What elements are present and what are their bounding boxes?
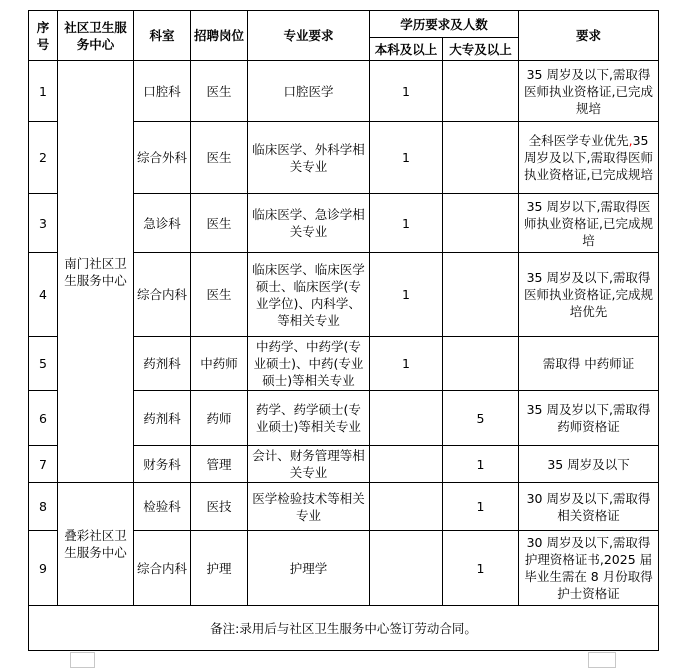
center-diecai: 叠彩社区卫生服务中心	[58, 483, 134, 606]
row-8-seq: 8	[29, 483, 58, 531]
header-major: 专业要求	[248, 11, 370, 61]
row-5-seq: 5	[29, 337, 58, 391]
row-3-college	[443, 194, 519, 253]
row-2-req-text: 全科医学专业优先	[528, 133, 629, 148]
row-6-seq: 6	[29, 391, 58, 446]
row-3-bachelor: 1	[370, 194, 443, 253]
row-1-seq: 1	[29, 61, 58, 122]
header-row-top	[29, 11, 659, 38]
row-2-req-text-cont: 35 周岁及以下,需取得医师执业资格证,已完成规培	[524, 133, 653, 182]
header-seq: 序号	[29, 11, 58, 61]
row-7-bachelor	[370, 446, 443, 483]
row-4-position: 医生	[191, 253, 248, 337]
row-9-major: 护理学	[248, 531, 370, 606]
table-row	[29, 61, 659, 122]
row-2-req	[519, 122, 659, 194]
cutoff-cell-stub-left	[70, 652, 95, 668]
row-9-req: 30 周岁及以下,需取得护理资格证书,2025 届毕业生需在 8 月份取得护士资格证	[519, 531, 659, 606]
row-7-college: 1	[443, 446, 519, 483]
row-2-major: 临床医学、外科学相关专业	[248, 122, 370, 194]
row-6-bachelor	[370, 391, 443, 446]
note-cell: 备注:录用后与社区卫生服务中心签订劳动合同。	[29, 606, 659, 651]
row-7-major: 会计、财务管理等相关专业	[248, 446, 370, 483]
row-8-dept: 检验科	[134, 483, 191, 531]
table-row	[29, 483, 659, 531]
row-9-bachelor	[370, 531, 443, 606]
row-3-dept: 急诊科	[134, 194, 191, 253]
row-6-dept: 药剂科	[134, 391, 191, 446]
row-1-dept: 口腔科	[134, 61, 191, 122]
row-3-seq: 3	[29, 194, 58, 253]
header-dept: 科室	[134, 11, 191, 61]
row-5-req: 需取得 中药师证	[519, 337, 659, 391]
row-5-position: 中药师	[191, 337, 248, 391]
row-2-position: 医生	[191, 122, 248, 194]
row-7-dept: 财务科	[134, 446, 191, 483]
row-2-req-red-comma: ,	[628, 133, 633, 148]
row-4-bachelor: 1	[370, 253, 443, 337]
row-1-major: 口腔医学	[248, 61, 370, 122]
row-3-req: 35 周岁以下,需取得医师执业资格证,已完成规培	[519, 194, 659, 253]
header-edu-group: 学历要求及人数	[370, 11, 519, 38]
row-8-major: 医学检验技术等相关专业	[248, 483, 370, 531]
header-college: 大专及以上	[443, 38, 519, 61]
row-6-major: 药学、药学硕士(专业硕士)等相关专业	[248, 391, 370, 446]
row-4-req: 35 周岁及以下,需取得医师执业资格证,完成规培优先	[519, 253, 659, 337]
row-3-major: 临床医学、急诊学相关专业	[248, 194, 370, 253]
row-6-req: 35 周及岁以下,需取得药师资格证	[519, 391, 659, 446]
row-7-req: 35 周岁及以下	[519, 446, 659, 483]
center-nanmen: 南门社区卫生服务中心	[58, 61, 134, 483]
row-8-bachelor	[370, 483, 443, 531]
row-1-college	[443, 61, 519, 122]
row-9-dept: 综合内科	[134, 531, 191, 606]
row-2-dept: 综合外科	[134, 122, 191, 194]
row-5-college	[443, 337, 519, 391]
row-7-position: 管理	[191, 446, 248, 483]
row-9-college: 1	[443, 531, 519, 606]
recruitment-table	[28, 10, 659, 651]
row-4-college	[443, 253, 519, 337]
row-4-major: 临床医学、临床医学硕士、临床医学(专业学位)、内科学、等相关专业	[248, 253, 370, 337]
header-bachelor: 本科及以上	[370, 38, 443, 61]
row-5-bachelor: 1	[370, 337, 443, 391]
row-8-college: 1	[443, 483, 519, 531]
row-1-bachelor: 1	[370, 61, 443, 122]
row-1-position: 医生	[191, 61, 248, 122]
row-1-req: 35 周岁及以下,需取得医师执业资格证,已完成规培	[519, 61, 659, 122]
row-8-req: 30 周岁及以下,需取得相关资格证	[519, 483, 659, 531]
row-6-position: 药师	[191, 391, 248, 446]
row-7-seq: 7	[29, 446, 58, 483]
row-9-seq: 9	[29, 531, 58, 606]
row-5-major: 中药学、中药学(专业硕士)、中药(专业硕士)等相关专业	[248, 337, 370, 391]
row-4-dept: 综合内科	[134, 253, 191, 337]
row-6-college: 5	[443, 391, 519, 446]
header-center: 社区卫生服务中心	[58, 11, 134, 61]
row-9-position: 护理	[191, 531, 248, 606]
row-2-seq: 2	[29, 122, 58, 194]
row-2-college	[443, 122, 519, 194]
cutoff-cell-stub-right	[588, 652, 616, 668]
row-3-position: 医生	[191, 194, 248, 253]
header-req: 要求	[519, 11, 659, 61]
row-4-seq: 4	[29, 253, 58, 337]
row-8-position: 医技	[191, 483, 248, 531]
header-position: 招聘岗位	[191, 11, 248, 61]
row-5-dept: 药剂科	[134, 337, 191, 391]
note-row	[29, 606, 659, 651]
row-2-bachelor: 1	[370, 122, 443, 194]
